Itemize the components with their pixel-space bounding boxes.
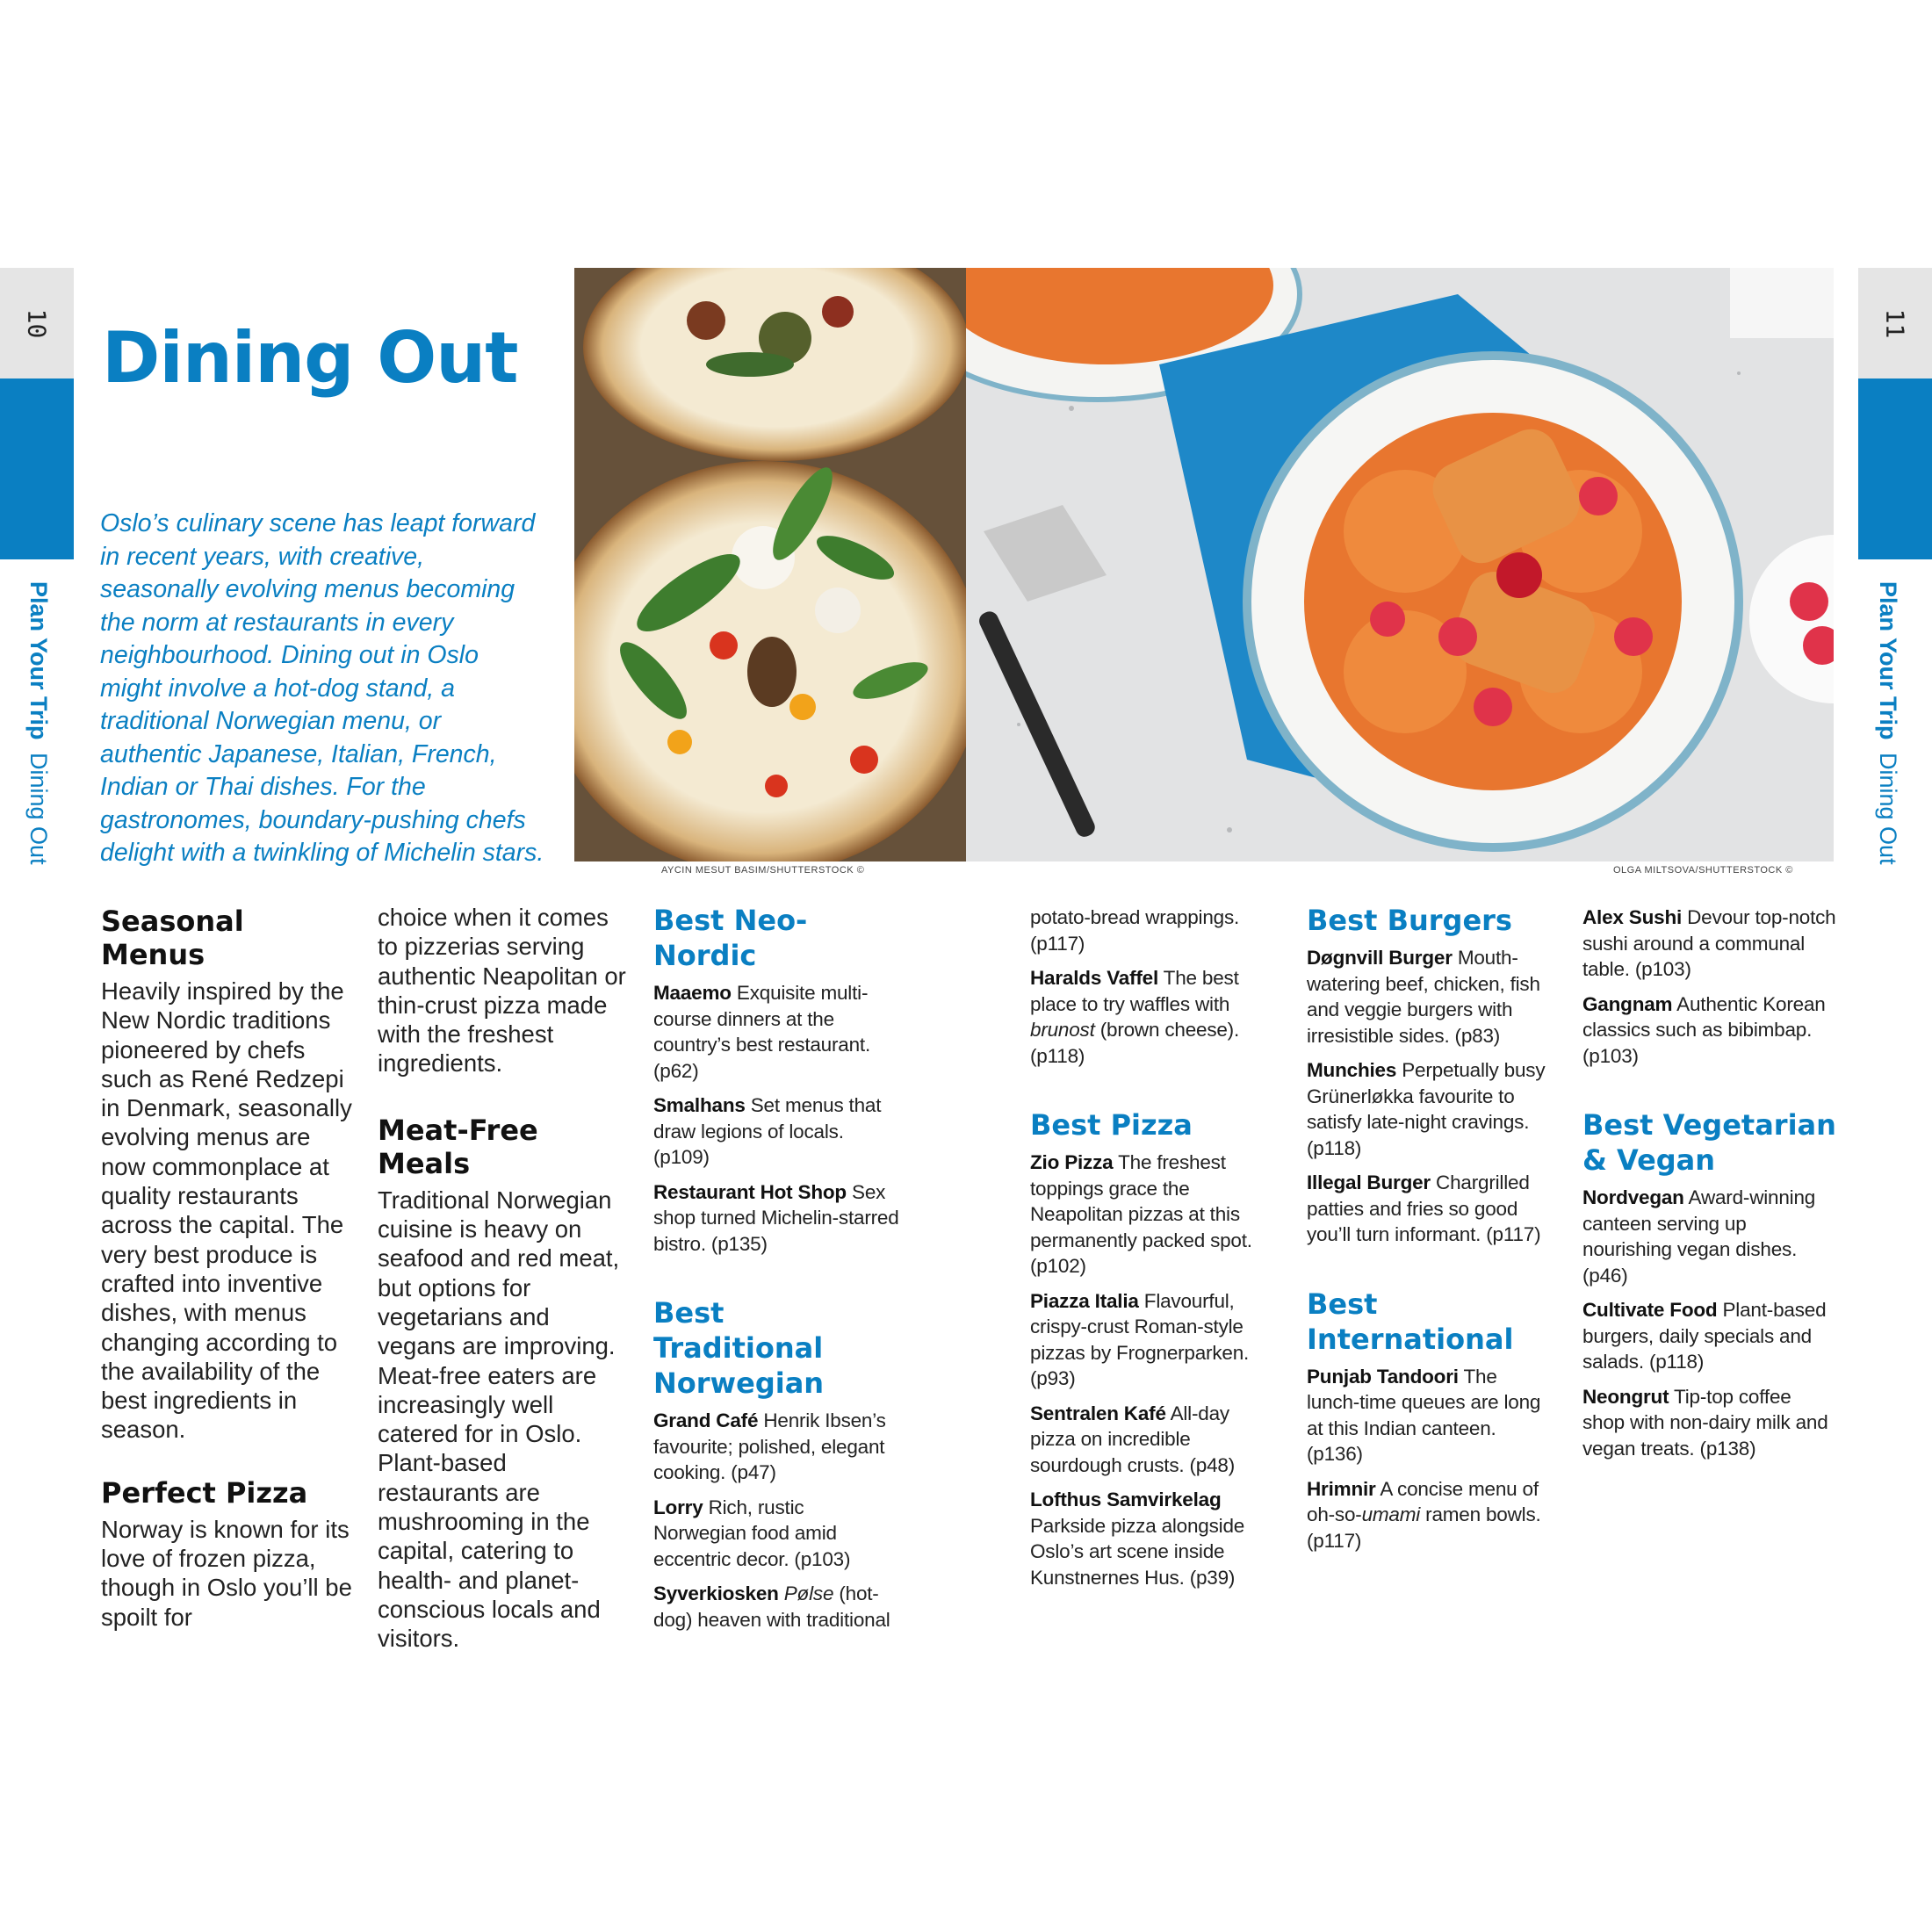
entry-italic: brunost — [1030, 1019, 1095, 1041]
running-head-left-section: Dining Out — [25, 752, 52, 865]
list-entry — [1582, 991, 1837, 1070]
entry-text: ramen bowls. (p117) — [1307, 1503, 1541, 1552]
neo-nordic-list — [653, 980, 899, 1257]
entry-text: The best place to try waffles with — [1030, 967, 1239, 1015]
entry-name: Lorry — [653, 1496, 703, 1518]
heading-best-burgers: Best Burgers — [1307, 904, 1512, 937]
list-entry — [1030, 1288, 1263, 1392]
list-entry — [653, 1408, 899, 1486]
entry-name: Nordvegan — [1582, 1186, 1684, 1208]
right-tab-blue — [1858, 378, 1932, 559]
heading-best-pizza: Best Pizza — [1030, 1108, 1193, 1142]
entry-text: Chargrilled patties and fries so good you’ll turn informant. (p117) — [1307, 1171, 1541, 1245]
heading-best-neo-nordic: Best Neo-Nordic — [653, 904, 808, 972]
entry-name: Neongrut — [1582, 1385, 1669, 1408]
entry-name: Cultivate Food — [1582, 1299, 1718, 1321]
entry-name: Gangnam — [1582, 992, 1673, 1015]
left-tab-blue — [0, 378, 74, 559]
list-entry — [1030, 1401, 1263, 1479]
list-entry — [653, 1179, 899, 1258]
list-entry — [1582, 1384, 1837, 1462]
entry-name: Døgnvill Burger — [1307, 947, 1453, 969]
entry-name: Punjab Tandoori — [1307, 1365, 1459, 1388]
column-2 — [378, 903, 628, 1654]
list-entry — [1582, 1297, 1837, 1375]
meat-free-text: Traditional Norwegian cuisine is heavy on seafood and red meat, but options for vegetarians and vegans are improving. Meat-free eaters are increasingly well catered for in Oslo. Plant-based restaurants are mushrooming in the capital, catering to health- and planet-conscious locals and visitors. — [378, 1186, 620, 1653]
entry-name: Zio Pizza — [1030, 1151, 1114, 1173]
entry-text: Sex shop turned Michelin-starred bistro. (p135) — [653, 1180, 899, 1255]
page-title: Dining Out — [102, 317, 518, 399]
entry-text: All-day pizza on incredible sourdough crusts. (p48) — [1030, 1402, 1236, 1476]
entry-text: Rich, rustic Norwegian food amid eccentric decor. (p103) — [653, 1496, 851, 1570]
running-head-right — [1874, 581, 1901, 864]
photo-credit-left: AYCIN MESUT BASIM/SHUTTERSTOCK © — [661, 865, 865, 876]
list-entry — [1307, 1057, 1553, 1161]
entry-text: Mouth-watering beef, chicken, fish and veggie burgers with irresistible sides. (p83) — [1307, 947, 1540, 1047]
heading-best-international: Best International — [1307, 1287, 1514, 1356]
perfect-pizza-text-a: Norway is known for its love of frozen pizza, though in Oslo you’ll be spoilt for — [101, 1515, 352, 1631]
entry-italic: umami — [1361, 1503, 1421, 1525]
burgers-list — [1307, 945, 1553, 1248]
entry-haralds-vaffel — [1030, 965, 1263, 1069]
list-entry — [1582, 1185, 1837, 1288]
page-number-right: 11 — [1880, 308, 1910, 339]
list-entry — [653, 1092, 899, 1171]
entry-text: The lunch-time queues are long at this Indian canteen. (p136) — [1307, 1365, 1541, 1465]
entry-name: Restaurant Hot Shop — [653, 1180, 847, 1203]
page-number-left: 10 — [22, 308, 52, 339]
list-entry — [653, 1495, 899, 1573]
entry-text: The freshest toppings grace the Neapolitan pizzas at this permanently packed spot. (p102) — [1030, 1151, 1252, 1277]
list-entry — [1030, 1487, 1263, 1590]
heading-seasonal-menus: Seasonal Menus — [101, 905, 244, 971]
entry-text: Parkside pizza alongside Oslo’s art scene inside Kunstnernes Hus. (p39) — [1030, 1514, 1245, 1589]
vegetarian-list — [1582, 1185, 1837, 1461]
column-5 — [1307, 903, 1553, 1562]
entry-name: Smalhans — [653, 1094, 746, 1116]
entry-text: A concise menu of oh-so- — [1307, 1477, 1539, 1525]
list-entry — [1307, 1170, 1553, 1248]
heading-best-vegetarian: Best Vegetarian & Vegan — [1582, 1108, 1836, 1177]
column-6 — [1582, 905, 1837, 1470]
heading-perfect-pizza: Perfect Pizza — [101, 1475, 308, 1510]
entry-name: Lofthus Samvirkelag — [1030, 1489, 1222, 1510]
list-entry — [1307, 945, 1553, 1049]
running-head-left-bold: Plan Your Trip — [25, 581, 52, 740]
syverkiosken-continued: potato-bread wrappings. (p117) — [1030, 906, 1240, 955]
entry-text: Tip-top coffee shop with non-dairy milk and vegan treats. (p138) — [1582, 1385, 1828, 1460]
entry-text: Devour top-notch sushi around a communal table. (p103) — [1582, 906, 1836, 980]
entry-name: Hrimnir — [1307, 1477, 1376, 1500]
list-entry — [653, 980, 899, 1084]
traditional-list — [653, 1408, 899, 1633]
entry-name: Sentralen Kafé — [1030, 1402, 1166, 1424]
entry-text: Flavourful, crispy-crust Roman-style pizzas by Frognerparken. (p93) — [1030, 1289, 1250, 1389]
photo-credit-right: OLGA MILTSOVA/SHUTTERSTOCK © — [1613, 865, 1793, 876]
running-head-left — [25, 581, 52, 864]
entry-italic: Pølse — [778, 1582, 834, 1604]
column-3 — [653, 903, 899, 1641]
entry-text: Plant-based burgers, daily specials and salads. (p118) — [1582, 1299, 1827, 1373]
international-more-list — [1582, 905, 1837, 1069]
entry-text: Perpetually busy Grünerløkka favourite to satisfy late-night cravings. (p118) — [1307, 1059, 1546, 1159]
entry-name: Haralds Vaffel — [1030, 967, 1159, 989]
waffle-photo — [966, 268, 1834, 861]
list-entry — [1582, 905, 1837, 983]
column-4 — [1030, 905, 1263, 1599]
perfect-pizza-text-b: choice when it comes to pizzerias serving authentic Neapolitan or thin-crust pizza made with the freshest ingredients. — [378, 904, 626, 1078]
entry-text: Authentic Korean classics such as bibimbap. (p103) — [1582, 992, 1826, 1067]
entry-name: Maaemo — [653, 982, 732, 1004]
pizza-photo — [574, 268, 966, 861]
entry-name: Grand Café — [653, 1409, 759, 1431]
international-list — [1307, 1364, 1553, 1467]
entry-text: Set menus that draw legions of locals. (p109) — [653, 1094, 882, 1168]
heading-best-traditional: Best Traditional Norwegian — [653, 1296, 825, 1400]
list-entry — [653, 1581, 899, 1633]
entry-hrimnir — [1307, 1476, 1553, 1554]
entry-text: (brown cheese). (p118) — [1030, 1019, 1240, 1067]
entry-name: Illegal Burger — [1307, 1171, 1431, 1193]
intro-text: Oslo’s culinary scene has leapt forward in recent years, with creative, seasonally evolving menus becoming the norm at restaurants in every neighbourhood. Dining out in Oslo might involve a hot-dog stand, a traditional Norwegian menu, or authentic Japanese, Italian, French, Indian or Thai dishes. For the gastronomes, boundary-pushing chefs delight with a twinkling of Michelin stars. — [100, 509, 544, 867]
entry-name: Syverkiosken — [653, 1582, 779, 1604]
list-entry — [1030, 1150, 1263, 1280]
heading-meat-free-meals: Meat-Free Meals — [378, 1113, 538, 1180]
column-1 — [101, 905, 356, 1632]
running-head-right-section: Dining Out — [1875, 752, 1901, 865]
running-head-right-bold: Plan Your Trip — [1875, 581, 1901, 740]
list-entry — [1307, 1364, 1553, 1467]
entry-text: Henrik Ibsen’s favourite; polished, elegant cooking. (p47) — [653, 1409, 886, 1483]
entry-name: Munchies — [1307, 1059, 1397, 1081]
entry-text: Award-winning canteen serving up nourishing vegan dishes. (p46) — [1582, 1186, 1816, 1287]
seasonal-menus-text: Heavily inspired by the New Nordic traditions pioneered by chefs such as René Redzepi in Denmark, seasonally evolving menus are now commonplace at quality restaurants across the capital. The very best produce is crafted into inventive dishes, with menus changing according to the availability of the best ingredients in season. — [101, 977, 352, 1444]
entry-name: Alex Sushi — [1582, 906, 1683, 928]
entry-text: Exquisite multi-course dinners at the country’s best restaurant. (p62) — [653, 982, 871, 1082]
best-pizza-list — [1030, 1150, 1263, 1590]
entry-text: (hot-dog) heaven with traditional — [653, 1582, 890, 1631]
entry-name: Piazza Italia — [1030, 1289, 1139, 1312]
